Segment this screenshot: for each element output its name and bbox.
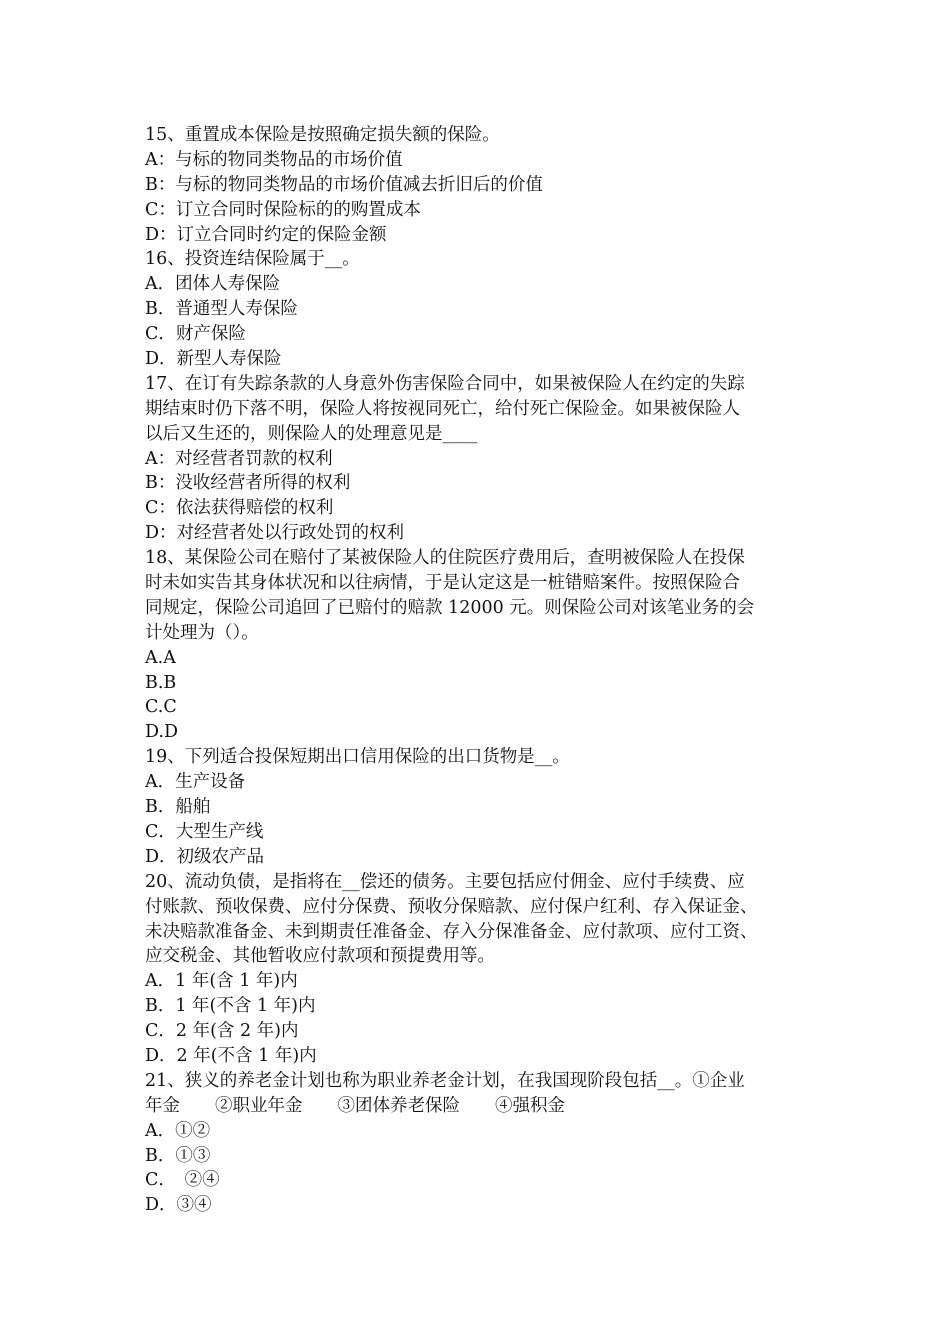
question-18-option-b: B.B: [145, 672, 177, 693]
question-20-option-b: B．1 年(不含 1 年)内: [145, 996, 316, 1017]
question-17-option-a: A：对经营者罚款的权利: [145, 448, 333, 469]
question-20-option-c: C．2 年(含 2 年)内: [145, 1021, 299, 1042]
question-17-stem-line-1: 17、在订有失踪条款的人身意外伤害保险合同中，如果被保险人在约定的失踪: [145, 373, 745, 394]
question-16-option-c: C．财产保险: [145, 324, 246, 345]
question-17-option-b: B：没收经营者所得的权利: [145, 473, 351, 494]
question-21-option-c: C． ②④: [145, 1170, 220, 1191]
question-18-stem-line-2: 时未如实告其身体状况和以往病情，于是认定这是一桩错赔案件。按照保险合: [145, 573, 740, 594]
question-21-option-b: B．①③: [145, 1145, 211, 1166]
question-15-stem: 15、重置成本保险是按照确定损失额的保险。: [145, 125, 500, 145]
question-20-stem-line-2: 付账款、预收保费、应付分保费、预收分保赔款、应付保户红利、存入保证金、: [145, 896, 758, 917]
question-19-option-b: B．船舶: [145, 797, 211, 818]
question-18-option-a: A.A: [145, 647, 176, 668]
question-21-stem-line-1: 21、狭义的养老金计划也称为职业养老金计划，在我国现阶段包括__。①企业: [145, 1070, 745, 1091]
question-20-stem-line-3: 未决赔款准备金、未到期责任准备金、存入分保准备金、应付款项、应付工资、: [145, 921, 758, 942]
question-21-option-a: A．①②: [145, 1120, 211, 1141]
document-body: [145, 123, 825, 1218]
question-19-option-c: C．大型生产线: [145, 821, 264, 842]
question-17-stem-line-3: 以后又生还的，则保险人的处理意见是____: [145, 423, 478, 444]
question-16-option-b: B．普通型人寿保险: [145, 299, 298, 320]
question-20-option-d: D．2 年(不含 1 年)内: [145, 1045, 317, 1066]
question-20-option-a: A．1 年(含 1 年)内: [145, 971, 298, 992]
question-20-stem-line-1: 20、流动负债，是指将在__偿还的债务。主要包括应付佣金、应付手续费、应: [145, 871, 745, 892]
question-15-option-b: B：与标的物同类物品的市场价值减去折旧后的价值: [145, 174, 543, 195]
question-18-option-d: D.D: [145, 722, 179, 743]
question-17-option-c: C：依法获得赔偿的权利: [145, 498, 334, 519]
question-16-stem: 16、投资连结保险属于__。: [145, 249, 360, 270]
question-17-option-d: D：对经营者处以行政处罚的权利: [145, 523, 405, 544]
question-21-option-d: D．③④: [145, 1195, 212, 1216]
question-20-stem-line-4: 应交税金、其他暂收应付款项和预提费用等。: [145, 946, 495, 967]
question-18-stem-line-3: 同规定，保险公司追回了已赔付的赔款 12000 元。则保险公司对该笔业务的会: [145, 597, 755, 618]
question-18-stem-line-4: 计处理为（）。: [145, 622, 259, 643]
question-15-option-d: D：订立合同时约定的保险金额: [145, 224, 387, 245]
question-19-stem: 19、下列适合投保短期出口信用保险的出口货物是__。: [145, 747, 570, 768]
question-16-option-d: D．新型人寿保险: [145, 349, 282, 370]
question-19-option-a: A．生产设备: [145, 772, 246, 793]
question-18-option-c: C.C: [145, 697, 177, 718]
question-18-stem-line-1: 18、某保险公司在赔付了某被保险人的住院医疗费用后，查明被保险人在投保: [145, 548, 745, 569]
question-17-stem-line-2: 期结束时仍下落不明，保险人将按视同死亡，给付死亡保险金。如果被保险人: [145, 398, 740, 419]
question-19-option-d: D．初级农产品: [145, 846, 265, 867]
question-15-option-a: A：与标的物同类物品的市场价值: [145, 149, 403, 170]
question-16-option-a: A．团体人寿保险: [145, 274, 281, 295]
question-15-option-c: C：订立合同时保险标的的购置成本: [145, 199, 421, 220]
question-21-stem-line-2: 年金 ②职业年金 ③团体养老保险 ④强积金: [145, 1095, 565, 1116]
